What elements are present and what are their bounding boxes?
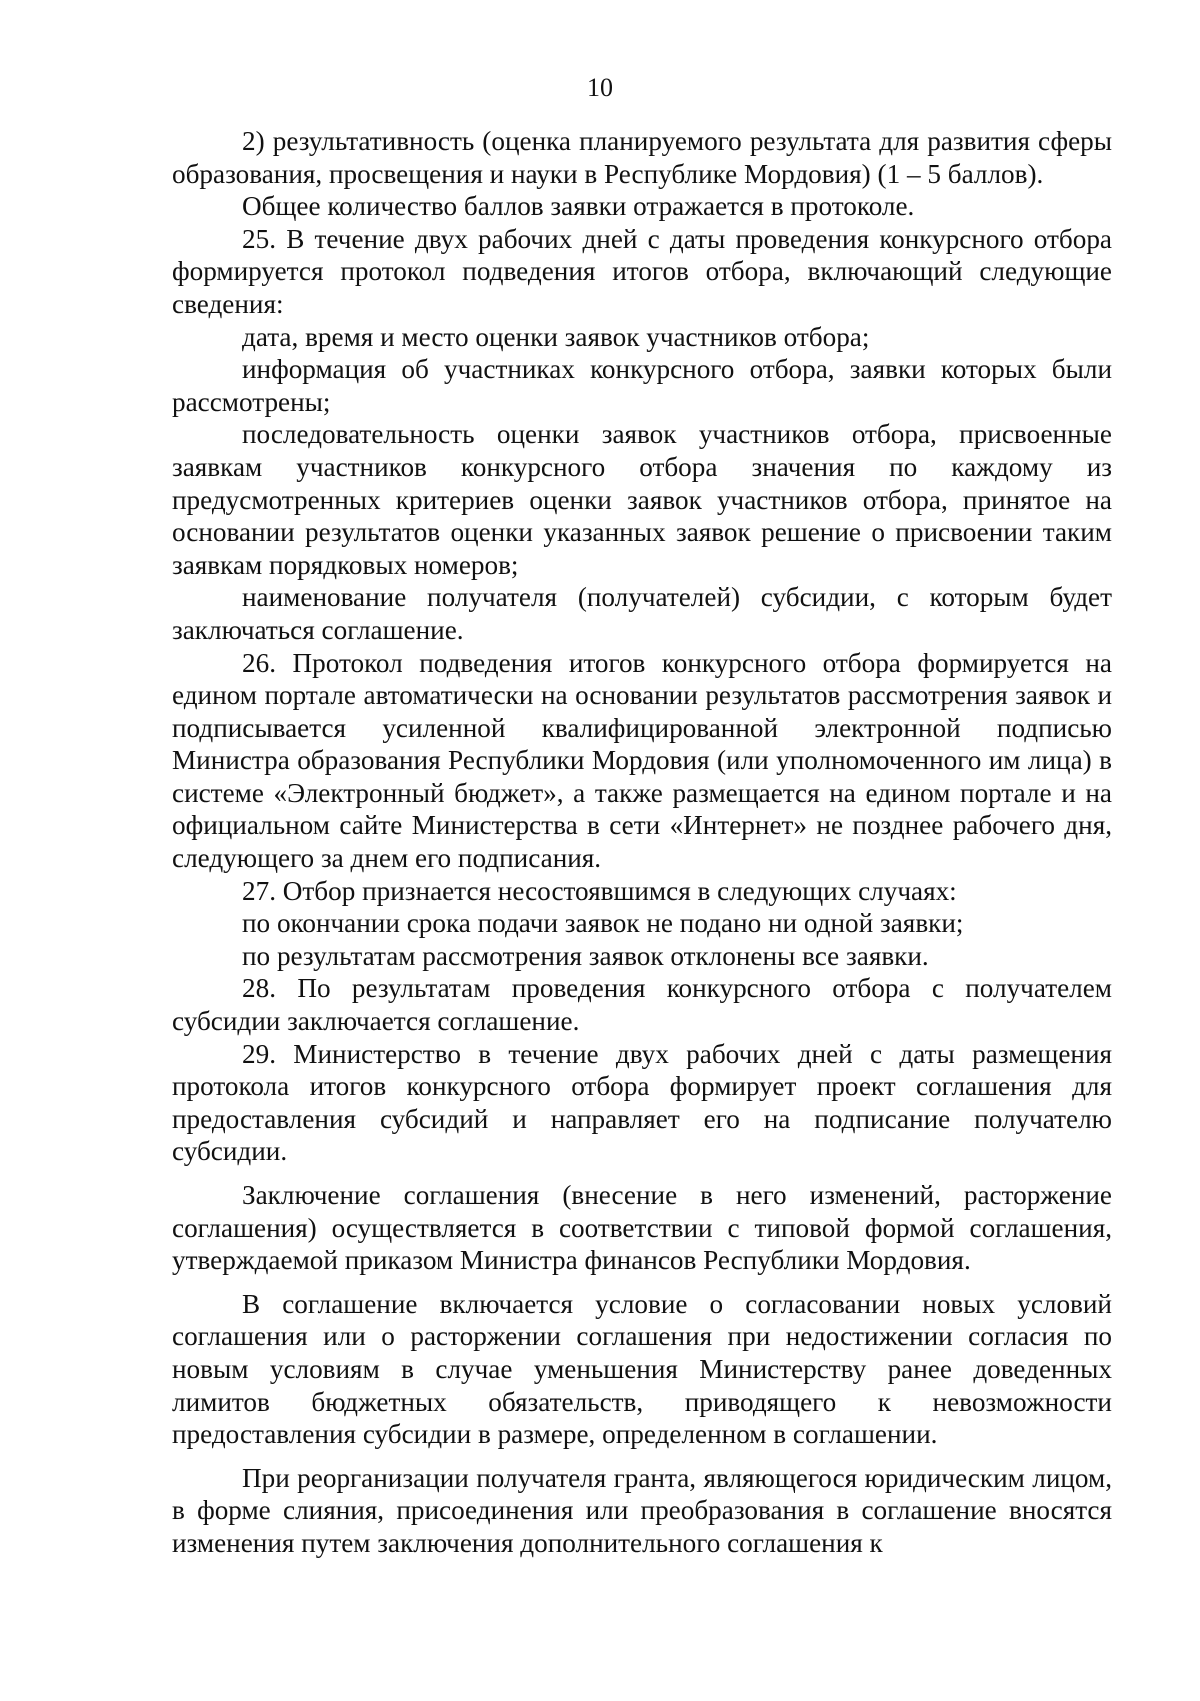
paragraph: дата, время и место оценки заявок участников отбора;	[242, 321, 870, 352]
paragraph: В соглашение включается условие о согласовании новых условий соглашения или о расторжении соглашения при недостижении согласия по новым условиям в случае уменьшения Министерству ранее доведенных лимитов бюджетных обязательств, приводящего к невозможности предоставления субсидии в размере, определенном в соглашении.	[172, 1288, 1112, 1450]
document-body	[172, 125, 1112, 1560]
paragraph: 27. Отбор признается несостоявшимся в следующих случаях:	[242, 875, 957, 906]
paragraph: 28. По результатам проведения конкурсного отбора с получателем субсидии заключается соглашение.	[172, 973, 1112, 1037]
paragraph: Заключение соглашения (внесение в него изменений, расторжение соглашения) осуществляется в соответствии с типовой формой соглашения, утверждаемой приказом Министра финансов Республики Мордовия.	[172, 1180, 1112, 1276]
paragraph: наименование получателя (получателей) субсидии, с которым будет заключаться соглашение.	[172, 582, 1112, 645]
paragraph: по окончании срока подачи заявок не подано ни одной заявки;	[242, 908, 964, 939]
paragraph: 2) результативность (оценка планируемого результата для развития сферы образования, просвещения и науки в Республике Мордовия) (1 – 5 баллов).	[172, 126, 1112, 189]
paragraph: 29. Министерство в течение двух рабочих дней с даты размещения протокола итогов конкурсного отбора формирует проект соглашения для предоставления субсидий и направляет его на подписание получателю субсидии.	[172, 1038, 1112, 1167]
paragraph: 25. В течение двух рабочих дней с даты проведения конкурсного отбора формируется протокол подведения итогов отбора, включающий следующие сведения:	[172, 223, 1112, 319]
paragraph: последовательность оценки заявок участников отбора, присвоенные заявкам участников конкурсного отбора значения по каждому из предусмотренных критериев оценки заявок участников отбора, принятое на основании результатов оценки указанных заявок решение о присвоении таким заявкам порядковых номеров;	[172, 419, 1112, 580]
paragraph: информация об участниках конкурсного отбора, заявки которых были рассмотрены;	[172, 354, 1112, 417]
paragraph: 26. Протокол подведения итогов конкурсного отбора формируется на едином портале автоматически на основании результатов рассмотрения заявок и подписывается усиленной квалифицированной электронной подписью Министра образования Республики Мордовия (или уполномоченного им лица) в системе «Электронный бюджет», а также размещается на едином портале и на официальном сайте Министерства в сети «Интернет» не позднее рабочего дня, следующего за днем его подписания.	[172, 647, 1112, 874]
paragraph: При реорганизации получателя гранта, являющегося юридическим лицом, в форме слияния, присоединения или преобразования в соглашение вносятся изменения путем заключения дополнительного соглашения к	[172, 1462, 1112, 1558]
paragraph: Общее количество баллов заявки отражается в протоколе.	[242, 191, 915, 222]
paragraph: по результатам рассмотрения заявок отклонены все заявки.	[242, 940, 929, 971]
page-number: 10	[587, 73, 613, 102]
